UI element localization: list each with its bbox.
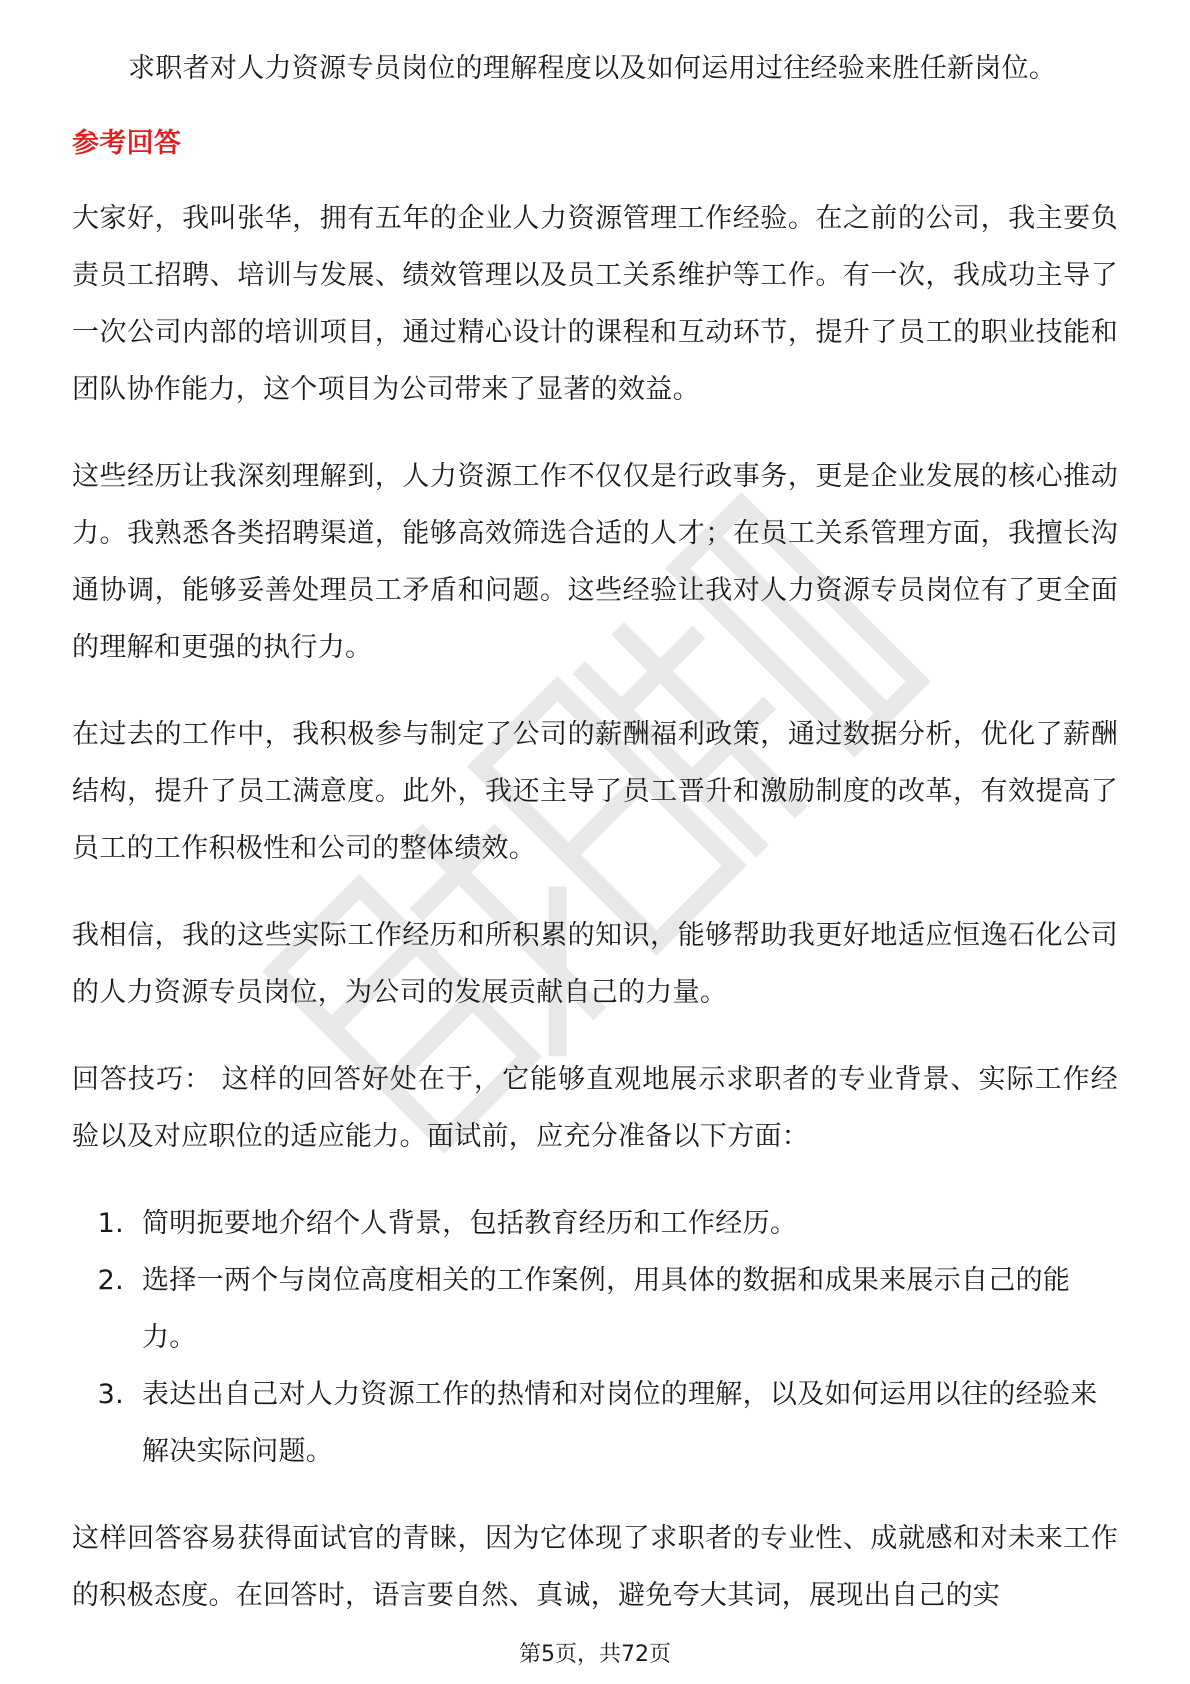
list-item bbox=[72, 1366, 1118, 1480]
tips-intro-paragraph: 回答技巧： 这样的回答好处在于，它能够直观地展示求职者的专业背景、实际工作经验以及对应职位的适应能力。面试前，应充分准备以下方面： bbox=[72, 1064, 1118, 1152]
answer-paragraph-3: 在过去的工作中，我积极参与制定了公司的薪酬福利政策，通过数据分析，优化了薪酬结构，提升了员工满意度。此外，我还主导了员工晋升和激励制度的改革，有效提高了员工的工作积极性和公司的整体绩效。 bbox=[72, 719, 1118, 864]
list-item-number: 1. bbox=[97, 1208, 124, 1239]
intro-text: 求职者对人力资源专员岗位的理解程度以及如何运用过往经验来胜任新岗位。 bbox=[128, 53, 1057, 84]
section-heading: 参考回答 bbox=[72, 128, 182, 159]
page-number-footer: 第5页，共72页 bbox=[519, 1642, 671, 1667]
list-item-text: 表达出自己对人力资源工作的热情和对岗位的理解，以及如何运用以往的经验来解决实际问题。 bbox=[142, 1379, 1098, 1467]
list-item-text: 选择一两个与岗位高度相关的工作案例，用具体的数据和成果来展示自己的能力。 bbox=[142, 1265, 1071, 1353]
list-item bbox=[72, 1252, 1118, 1366]
list-item bbox=[72, 1195, 1118, 1252]
document-body bbox=[72, 40, 1118, 1654]
tips-list bbox=[72, 1195, 1118, 1480]
answer-paragraph-1: 大家好，我叫张华，拥有五年的企业人力资源管理工作经验。在之前的公司，我主要负责员工招聘、培训与发展、绩效管理以及员工关系维护等工作。有一次，我成功主导了一次公司内部的培训项目，通过精心设计的课程和互动环节，提升了员工的职业技能和团队协作能力，这个项目为公司带来了显著的效益。 bbox=[72, 203, 1118, 405]
list-item-number: 2. bbox=[97, 1265, 124, 1296]
closing-paragraph: 这样回答容易获得面试官的青睐，因为它体现了求职者的专业性、成就感和对未来工作的积极态度。在回答时，语言要自然、真诚，避免夸大其词，展现出自己的实 bbox=[72, 1523, 1118, 1611]
list-item-text: 简明扼要地介绍个人背景，包括教育经历和工作经历。 bbox=[142, 1208, 798, 1239]
answer-paragraph-2: 这些经历让我深刻理解到，人力资源工作不仅仅是行政事务，更是企业发展的核心推动力。我熟悉各类招聘渠道，能够高效筛选合适的人才；在员工关系管理方面，我擅长沟通协调，能够妥善处理员工矛盾和问题。这些经验让我对人力资源专员岗位有了更全面的理解和更强的执行力。 bbox=[72, 461, 1118, 663]
list-item-number: 3. bbox=[97, 1379, 124, 1410]
answer-paragraph-4: 我相信，我的这些实际工作经历和所积累的知识，能够帮助我更好地适应恒逸石化公司的人力资源专员岗位，为公司的发展贡献自己的力量。 bbox=[72, 920, 1118, 1008]
